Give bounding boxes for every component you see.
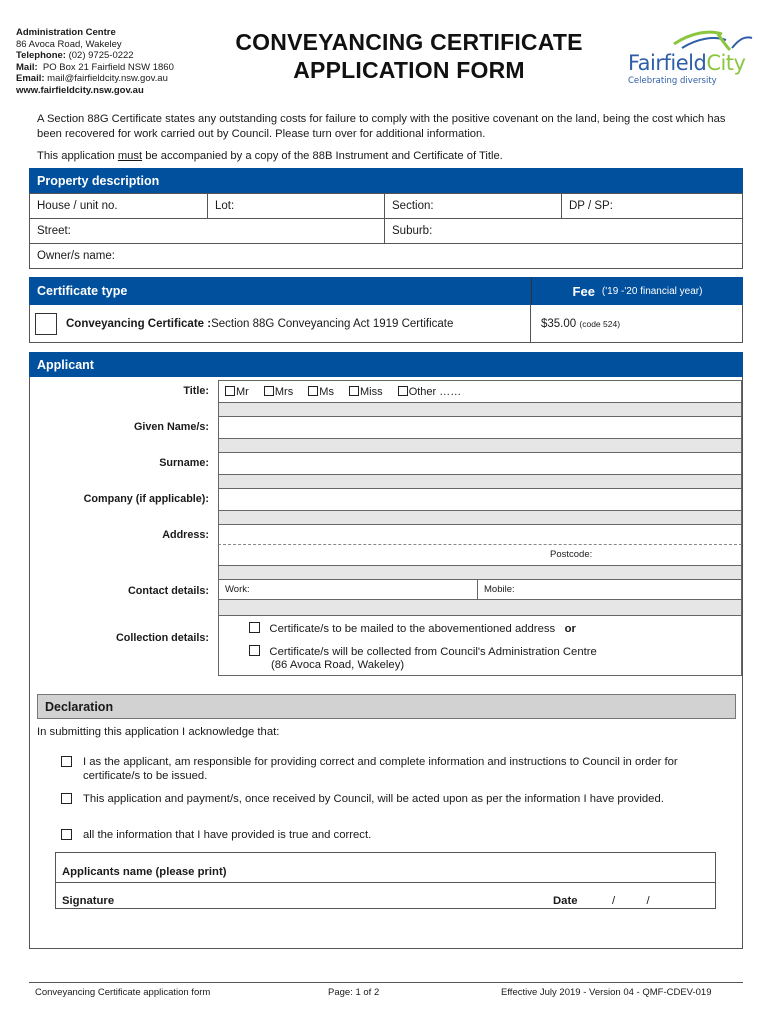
address-line-2-input[interactable] [218,545,742,566]
certificate-section-header: Certificate type [29,277,531,305]
checkbox-icon[interactable] [61,756,72,767]
footer-version: Effective July 2019 - Version 04 - QMF-CDEV-019 [501,987,712,998]
title-option-other[interactable]: Other …… [398,386,462,398]
certificate-fee: $35.00 (code 524) [541,317,621,330]
spacer [218,439,742,452]
fairfield-city-logo [622,26,757,90]
mobile-phone-input[interactable]: Mobile: [477,579,742,600]
surname-input[interactable] [218,452,742,475]
spacer [218,566,742,579]
title-option-miss[interactable]: Miss [349,386,383,398]
dp-sp-field[interactable]: DP / SP: [562,194,743,219]
title-label: Title: [183,385,209,397]
spacer [218,600,742,615]
lot-field[interactable]: Lot: [208,194,385,219]
logo-tagline: Celebrating diversity [628,76,717,86]
collection-options [218,615,742,676]
logo-wordmark: FairfieldCity [628,51,746,75]
given-names-label: Given Name/s: [133,421,209,433]
surname-label: Surname: [159,457,209,469]
mail-label: Mail: [16,61,38,73]
owner-name-field[interactable]: Owner/s name: [30,244,743,269]
footer-form-name: Conveyancing Certificate application form [35,987,211,998]
signature-block [55,852,716,909]
intro-paragraph: A Section 88G Certificate states any outstanding costs for failure to comply with the positive covenant on the land, being the cost which has been recovered for work carried out by Council. Please turn over for additional information. [37,113,726,140]
property-section-header: Property description [29,168,743,193]
address-label: Address: [162,529,209,541]
company-label: Company (if applicable): [83,493,209,505]
applicant-section-header: Applicant [29,352,743,377]
address-line-1-input[interactable] [218,524,742,545]
declaration-intro: In submitting this application I acknowledge that: [37,726,280,738]
checkbox-icon[interactable] [61,829,72,840]
page-title [200,28,618,84]
street-field[interactable]: Street: [30,219,385,244]
checkbox-icon [249,645,260,656]
declaration-item-payment[interactable]: This application and payment/s, once received by Council, will be acted upon as per the information I have provided. [61,792,721,806]
spacer [218,511,742,524]
applicant-name-field[interactable]: Applicants name (please print) [56,853,715,883]
email-label: Email: [16,73,45,85]
checkbox-icon [225,386,235,396]
org-name: Administration Centre [16,27,116,38]
intro-text [37,112,737,171]
telephone-label: Telephone: [16,50,66,62]
conveyancing-certificate-checkbox[interactable] [35,313,57,335]
contact-details-label: Contact details: [128,585,209,597]
work-phone-input[interactable]: Work: [218,579,478,600]
collection-details-label: Collection details: [116,632,209,644]
postcode-label: Postcode: [550,549,593,560]
signature-field[interactable]: Signature [62,895,115,907]
certificate-description: Section 88G Conveyancing Act 1919 Certificate [211,317,454,330]
house-number-field[interactable]: House / unit no. [30,194,208,219]
website-link[interactable]: www.fairfieldcity.nsw.gov.au [16,84,144,96]
given-names-input[interactable] [218,416,742,439]
checkbox-icon [349,386,359,396]
declaration-header: Declaration [37,694,736,719]
checkbox-icon [398,386,408,396]
company-input[interactable] [218,488,742,511]
title-options [218,380,742,403]
date-label: Date [553,895,578,907]
collection-option-mail[interactable]: Certificate/s to be mailed to the abovementioned address or [249,622,576,635]
certificate-row [29,305,743,343]
checkbox-icon[interactable] [61,793,72,804]
property-table [29,193,743,269]
certificate-name: Conveyancing Certificate : [66,317,212,330]
spacer [218,475,742,488]
declaration-item-responsibility[interactable]: I as the applicant, am responsible for providing correct and complete information and instructions to Council in order for certificate/s to be issued. [61,755,721,783]
email-link[interactable]: mail@fairfieldcity.nsw.gov.au [47,73,168,85]
council-contact-block [16,27,174,97]
checkbox-icon [249,622,260,633]
checkbox-icon [264,386,274,396]
mail-address: PO Box 21 Fairfield NSW 1860 [42,61,174,73]
org-address: 86 Avoca Road, Wakeley [16,38,122,50]
spacer [218,403,742,416]
suburb-field[interactable]: Suburb: [385,219,743,244]
requirement-note: This application must be accompanied by a copy of the 88B Instrument and Certificate of Title. [37,150,503,162]
footer-page-number: Page: 1 of 2 [328,987,380,998]
title-option-mr[interactable]: Mr [225,386,249,398]
title-line-1: CONVEYANCING CERTIFICATE [235,29,583,55]
title-line-2: APPLICATION FORM [293,57,525,83]
date-field[interactable]: / / [612,895,650,907]
title-option-ms[interactable]: Ms [308,386,334,398]
section-field[interactable]: Section: [385,194,562,219]
declaration-item-true-correct[interactable]: all the information that I have provided is true and correct. [61,828,721,842]
title-option-mrs[interactable]: Mrs [264,386,293,398]
telephone: (02) 9725-0222 [68,50,134,62]
checkbox-icon [308,386,318,396]
fee-header: Fee ('19 -'20 financial year) [531,277,743,305]
footer-divider [29,982,743,983]
collection-option-pickup[interactable]: Certificate/s will be collected from Council's Administration Centre (86 Avoca Road, Wakeley) [249,645,597,672]
